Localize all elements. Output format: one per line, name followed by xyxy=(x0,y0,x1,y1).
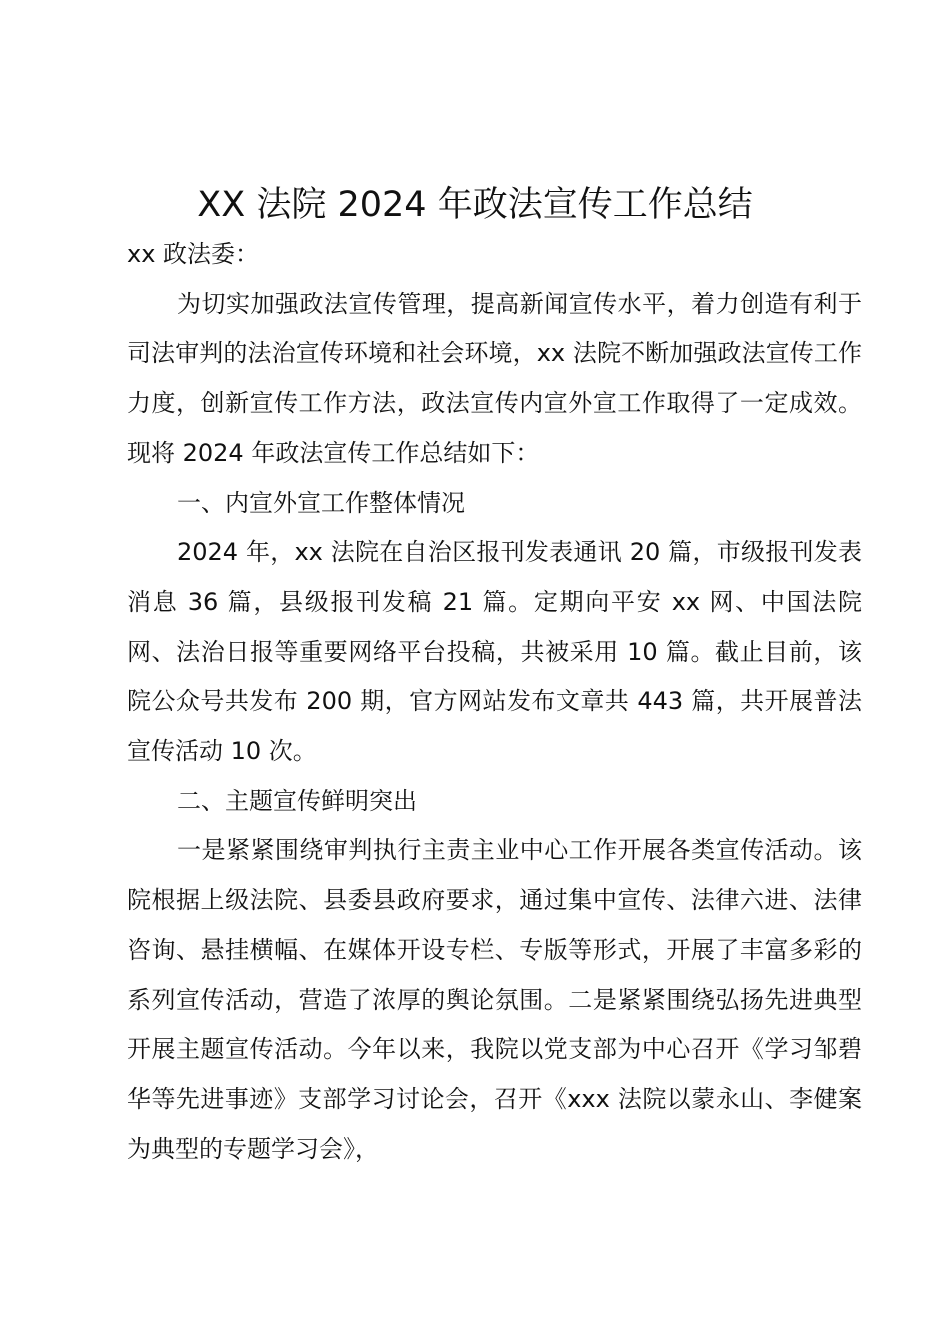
intro-paragraph: 为切实加强政法宣传管理，提高新闻宣传水平，着力创造有利于司法审判的法治宣传环境和社会环境，xx 法院不断加强政法宣传工作力度，创新宣传工作方法，政法宣传内宣外宣工作取得了一定成效。现将 2024 年政法宣传工作总结如下： xyxy=(127,289,862,467)
salutation: xx 政法委： xyxy=(127,240,260,268)
section-2-paragraph: 一是紧紧围绕审判执行主责主业中心工作开展各类宣传活动。该院根据上级法院、县委县政府要求，通过集中宣传、法律六进、法律咨询、悬挂横幅、在媒体开设专栏、专版等形式，开展了丰富多彩的系列宣传活动，营造了浓厚的舆论氛围。二是紧紧围绕弘扬先进典型开展主题宣传活动。今年以来，我院以党支部为中心召开《学习邹碧华等先进事迹》支部学习讨论会，召开《xxx 法院以蒙永山、李健案为典型的专题学习会》， xyxy=(127,836,862,1163)
document-title: XX 法院 2024 年政法宣传工作总结 xyxy=(197,185,753,225)
section-heading-2: 二、主题宣传鲜明突出 xyxy=(177,786,417,815)
document-body xyxy=(127,230,862,1174)
section-heading-1: 一、内宣外宣工作整体情况 xyxy=(177,488,465,517)
section-1-paragraph: 2024 年，xx 法院在自治区报刊发表通讯 20 篇，市级报刊发表消息 36 篇，县级报刊发稿 21 篇。定期向平安 xx 网、中国法院网、法治日报等重要网络平台投稿，共被采用 10 篇。截止目前，该院公众号共发布 200 期，官方网站发布文章共 443 篇，共开展普法宣传活动 10 次。 xyxy=(127,538,862,766)
